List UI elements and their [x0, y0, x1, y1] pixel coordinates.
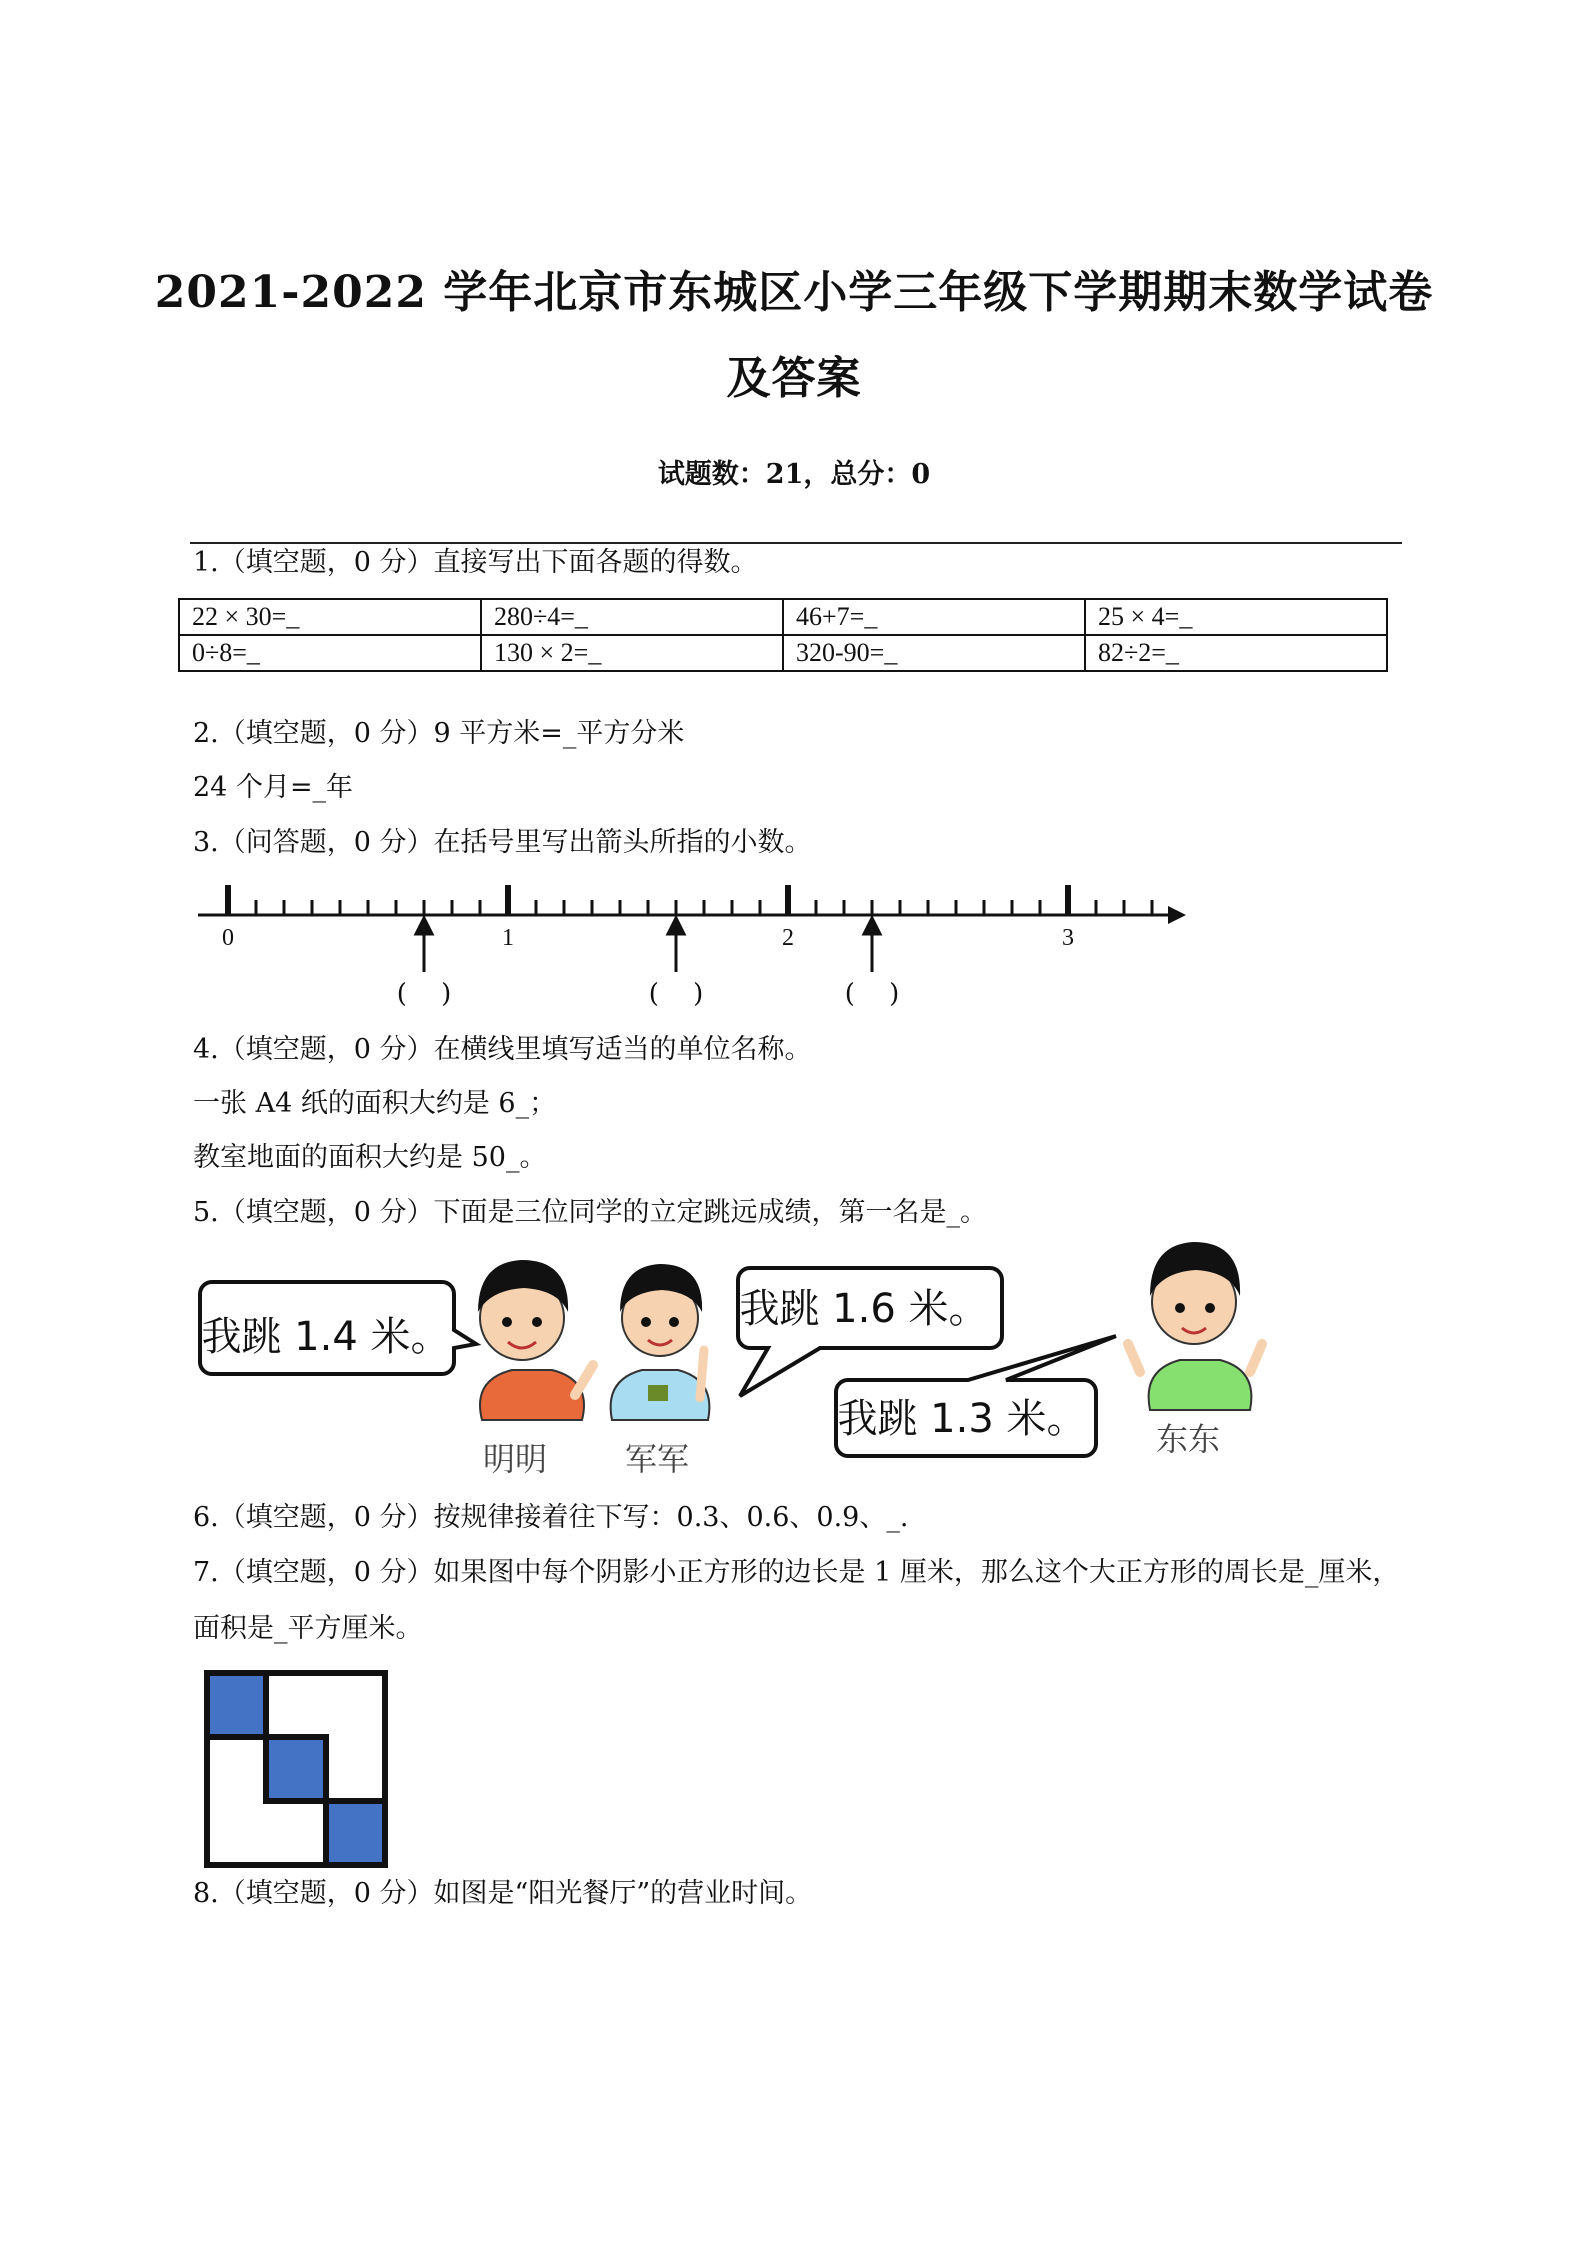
- table-cell: 0÷8=_: [179, 635, 481, 671]
- question-3: 3.（问答题，0 分）在括号里写出箭头所指的小数。: [193, 827, 812, 858]
- tick-label-3: 3: [1062, 925, 1074, 951]
- bubble-text-junjun: 我跳 1.6 米。: [739, 1286, 989, 1332]
- answer-bracket: ( ): [396, 979, 452, 1009]
- exam-summary: 试题数：21，总分：0: [657, 459, 931, 490]
- question-7: 7.（填空题，0 分）如果图中每个阴影小正方形的边长是 1 厘米，那么这个大正方形的周长是_厘米，面积是_平方厘米。: [193, 1557, 1400, 1644]
- answer-bracket: ( ): [844, 979, 900, 1009]
- question-8: 8.（填空题，0 分）如图是“阳光餐厅”的营业时间。: [193, 1878, 813, 1909]
- bubble-text-dongdong: 我跳 1.3 米。: [837, 1396, 1087, 1442]
- table-cell: 280÷4=_: [481, 599, 783, 635]
- tick-label-1: 1: [502, 925, 514, 951]
- table-cell: 320-90=_: [783, 635, 1085, 671]
- shaded-square: [207, 1673, 266, 1737]
- question-2-line-2: 24 个月=_年: [193, 772, 354, 803]
- tick-label-0: 0: [222, 925, 234, 951]
- question-4-line-1: 一张 A4 纸的面积大约是 6_；: [193, 1088, 557, 1119]
- question-4: 4.（填空题，0 分）在横线里填写适当的单位名称。: [193, 1034, 812, 1065]
- shaded-square: [266, 1737, 326, 1801]
- name-mingming: 明明: [482, 1440, 548, 1478]
- question-5: 5.（填空题，0 分）下面是三位同学的立定跳远成绩，第一名是_。: [193, 1197, 988, 1228]
- exam-title: 2021-2022 学年北京市东城区小学三年级下学期期末数学试卷及答案: [154, 267, 1434, 404]
- answer-bracket: ( ): [648, 979, 704, 1009]
- table-cell: 22 × 30=_: [179, 599, 481, 635]
- question-1: 1.（填空题，0 分）直接写出下面各题的得数。: [193, 547, 758, 578]
- name-dongdong: 东东: [1155, 1420, 1221, 1458]
- question-4-line-2: 教室地面的面积大约是 50_。: [193, 1142, 547, 1173]
- table-cell: 130 × 2=_: [481, 635, 783, 671]
- name-junjun: 军军: [624, 1440, 690, 1478]
- question-6: 6.（填空题，0 分）按规律接着往下写：0.3、0.6、0.9、_.: [193, 1502, 909, 1533]
- table-cell: 25 × 4=_: [1085, 599, 1387, 635]
- bubble-text-mingming: 我跳 1.4 米。: [201, 1314, 451, 1360]
- shaded-square: [326, 1801, 385, 1865]
- tick-label-2: 2: [782, 925, 794, 951]
- table-cell: 46+7=_: [783, 599, 1085, 635]
- table-cell: 82÷2=_: [1085, 635, 1387, 671]
- question-2: 2.（填空题，0 分）9 平方米=_平方分米: [193, 718, 685, 749]
